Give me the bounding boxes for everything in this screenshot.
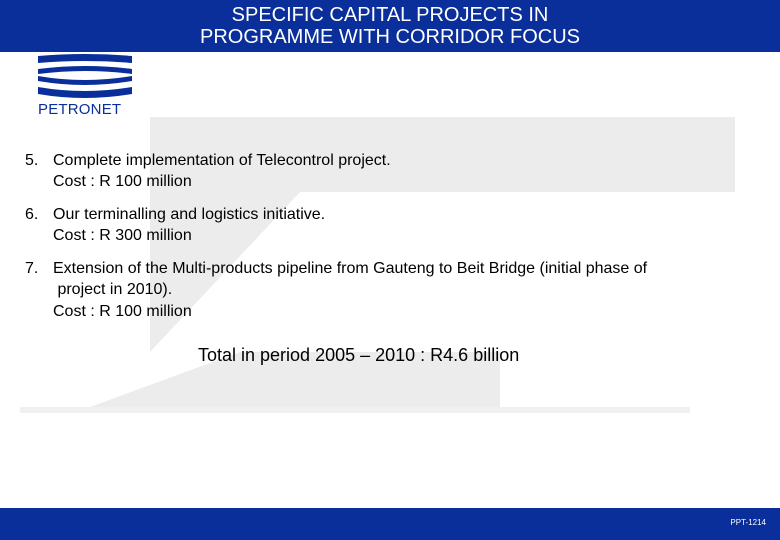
item-text-continued: project in 2010). bbox=[53, 281, 173, 298]
item-number: 5. bbox=[25, 152, 39, 169]
total-summary: Total in period 2005 – 2010 : R4.6 billion bbox=[198, 345, 520, 365]
footer-bar bbox=[0, 508, 780, 540]
item-text: Complete implementation of Telecontrol project. bbox=[53, 152, 391, 169]
item-text: Our terminalling and logistics initiative. bbox=[53, 206, 326, 223]
item-number: 6. bbox=[25, 206, 39, 223]
title-line-1: SPECIFIC CAPITAL PROJECTS IN bbox=[231, 4, 549, 26]
item-text: Extension of the Multi-products pipeline from Gauteng to Beit Bridge (initial phase of bbox=[53, 260, 648, 277]
brand-name: PETRONET bbox=[38, 101, 122, 118]
item-cost: Cost : R 100 million bbox=[53, 303, 192, 320]
item-cost: Cost : R 100 million bbox=[53, 173, 192, 190]
item-cost: Cost : R 300 million bbox=[53, 227, 192, 244]
petronet-logo-icon bbox=[38, 54, 132, 100]
item-number: 7. bbox=[25, 260, 39, 277]
slide-code: PPT-1214 bbox=[730, 518, 766, 527]
title-line-2: PROGRAMME WITH CORRIDOR FOCUS bbox=[200, 26, 580, 48]
page-title bbox=[0, 4, 780, 48]
